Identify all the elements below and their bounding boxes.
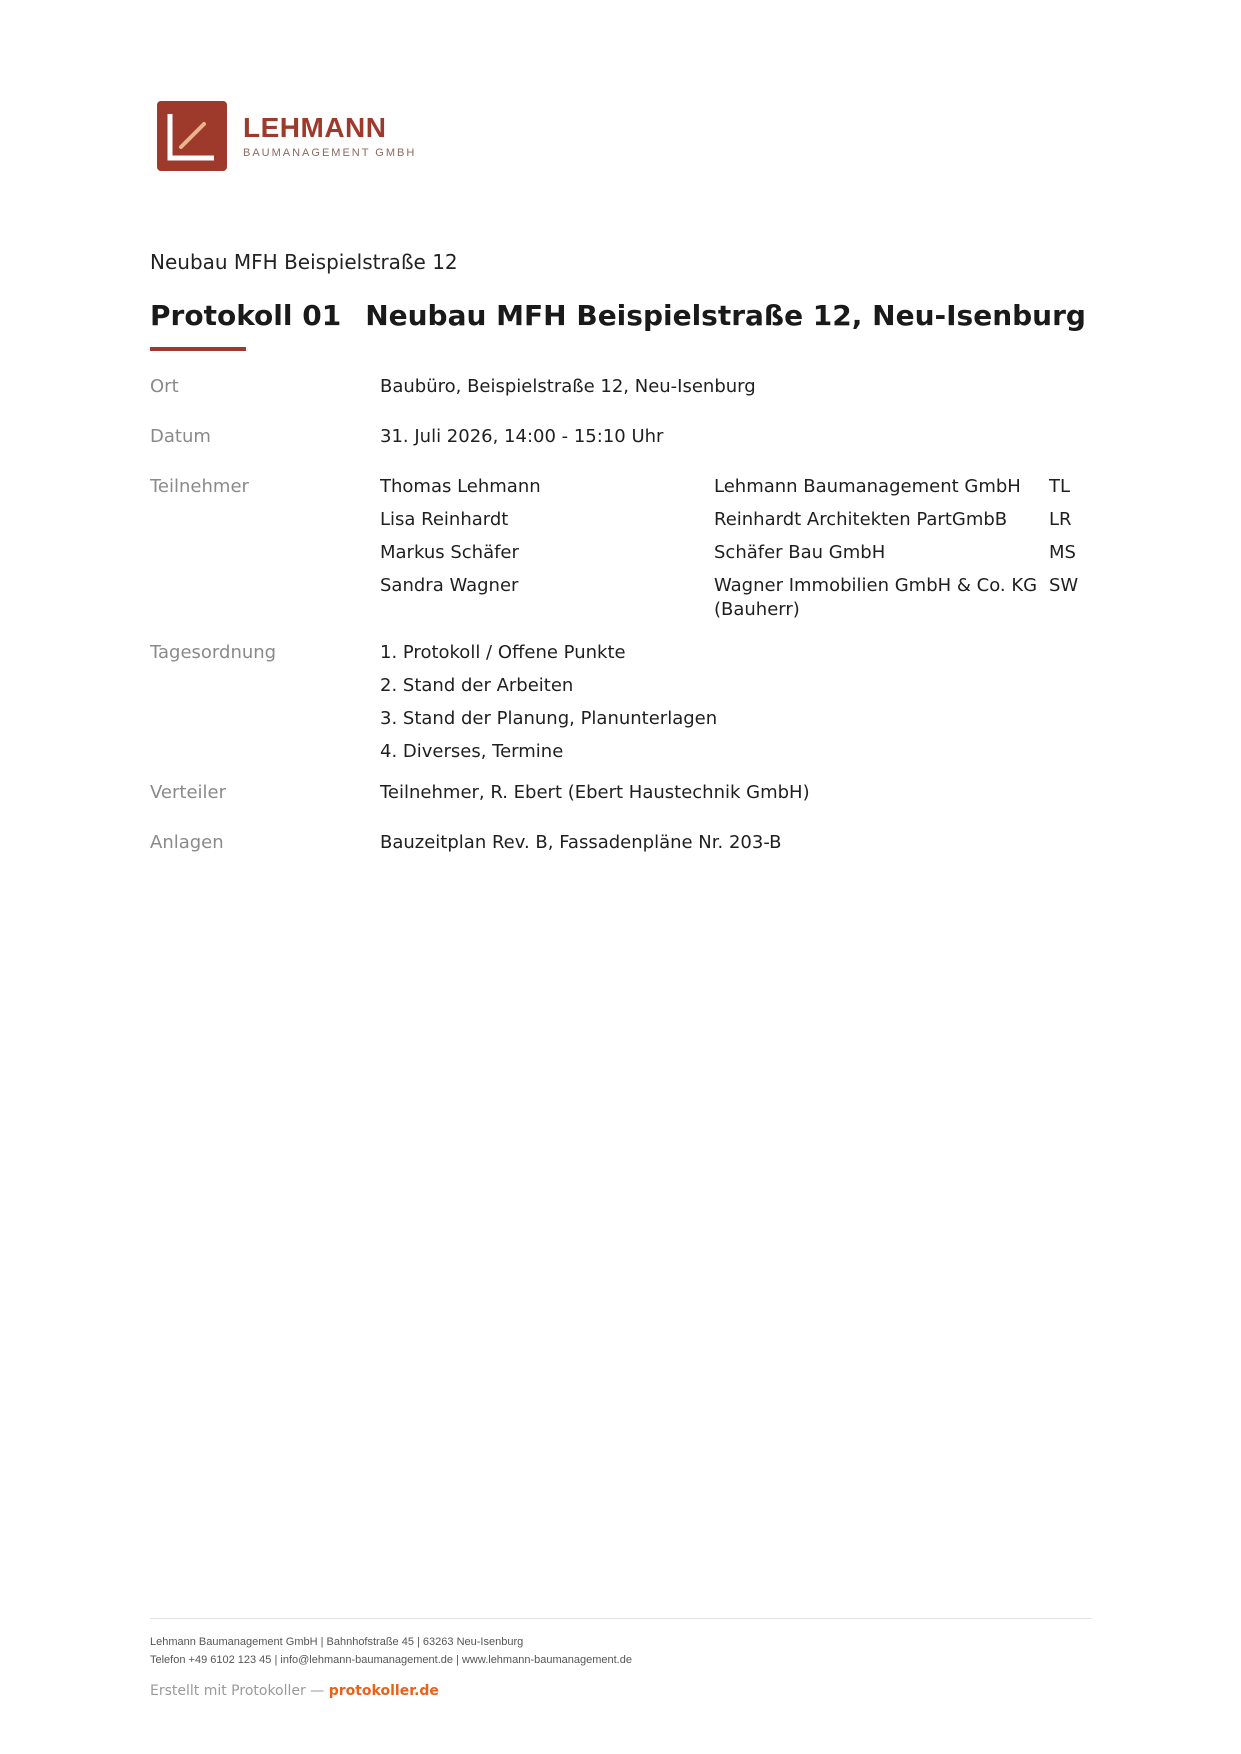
meta-label-tagesordnung: Tagesordnung [150, 642, 277, 663]
meta-value-anlagen: Bauzeitplan Rev. B, Fassadenpläne Nr. 203-B [380, 832, 782, 853]
meta-value-verteiler: Teilnehmer, R. Ebert (Ebert Haustechnik GmbH) [380, 782, 810, 803]
company-logo [157, 101, 416, 171]
page-title [150, 299, 1086, 332]
participant-name: Markus Schäfer [380, 542, 519, 563]
meta-label-teilnehmer: Teilnehmer [150, 476, 249, 497]
participant-abbr: SW [1049, 575, 1079, 596]
protocol-title: Neubau MFH Beispielstraße 12, Neu-Isenburg [365, 299, 1086, 332]
meta-row-verteiler [150, 781, 1090, 831]
participant-abbr: MS [1049, 542, 1076, 563]
meta-label-anlagen: Anlagen [150, 832, 224, 853]
participant-abbr: LR [1049, 509, 1072, 530]
meta-table [150, 375, 1090, 855]
title-underline [150, 347, 246, 351]
participant-company: Wagner Immobilien GmbH & Co. KG (Bauherr) [714, 575, 1038, 620]
participant-row [380, 475, 1089, 499]
footer-credit [150, 1683, 439, 1699]
logo-name: LEHMANN [243, 112, 387, 143]
protocol-number: Protokoll 01 [150, 299, 342, 332]
agenda-item: 4. Diverses, Termine [380, 741, 564, 762]
agenda-item: 1. Protokoll / Offene Punkte [380, 642, 626, 663]
participant-name: Lisa Reinhardt [380, 509, 509, 530]
agenda-item: 2. Stand der Arbeiten [380, 675, 574, 696]
participant-abbr: TL [1049, 476, 1071, 497]
footer-address: Lehmann Baumanagement GmbH | Bahnhofstraße 45 | 63263 Neu-Isenburg [150, 1636, 524, 1648]
meta-value-ort: Baubüro, Beispielstraße 12, Neu-Isenburg [380, 376, 756, 397]
meta-value-datum: 31. Juli 2026, 14:00 - 15:10 Uhr [380, 426, 664, 447]
participant-row [380, 508, 1089, 532]
logo-subtitle: BAUMANAGEMENT GMBH [243, 147, 417, 159]
logo-mark-icon [157, 101, 227, 171]
meta-row-tagesordnung [150, 641, 1090, 773]
footer-divider [150, 1618, 1091, 1619]
meta-row-datum [150, 425, 1090, 475]
agenda-list [380, 641, 717, 773]
agenda-item: 3. Stand der Planung, Planunterlagen [380, 708, 718, 729]
participant-name: Thomas Lehmann [380, 476, 541, 497]
participant-row [380, 574, 1089, 622]
participant-company: Schäfer Bau GmbH [714, 542, 886, 563]
meta-row-ort [150, 375, 1090, 425]
participant-name: Sandra Wagner [380, 575, 519, 596]
meta-label-verteiler: Verteiler [150, 782, 226, 803]
participant-company: Lehmann Baumanagement GmbH [714, 476, 1021, 497]
participants-list [380, 475, 1089, 631]
credit-link[interactable]: protokoller.de [328, 1683, 439, 1699]
meta-label-ort: Ort [150, 376, 179, 397]
participant-company: Reinhardt Architekten PartGmbB [714, 509, 1008, 530]
meta-row-teilnehmer [150, 475, 1090, 631]
meta-label-datum: Datum [150, 426, 211, 447]
footer-contact: Telefon +49 6102 123 45 | info@lehmann-baumanagement.de | www.lehmann-baumanagement.de [150, 1654, 632, 1666]
credit-text: Erstellt mit Protokoller — [150, 1683, 325, 1699]
meta-row-anlagen [150, 831, 1090, 855]
project-label: Neubau MFH Beispielstraße 12 [150, 250, 458, 274]
participant-row [380, 541, 1089, 565]
